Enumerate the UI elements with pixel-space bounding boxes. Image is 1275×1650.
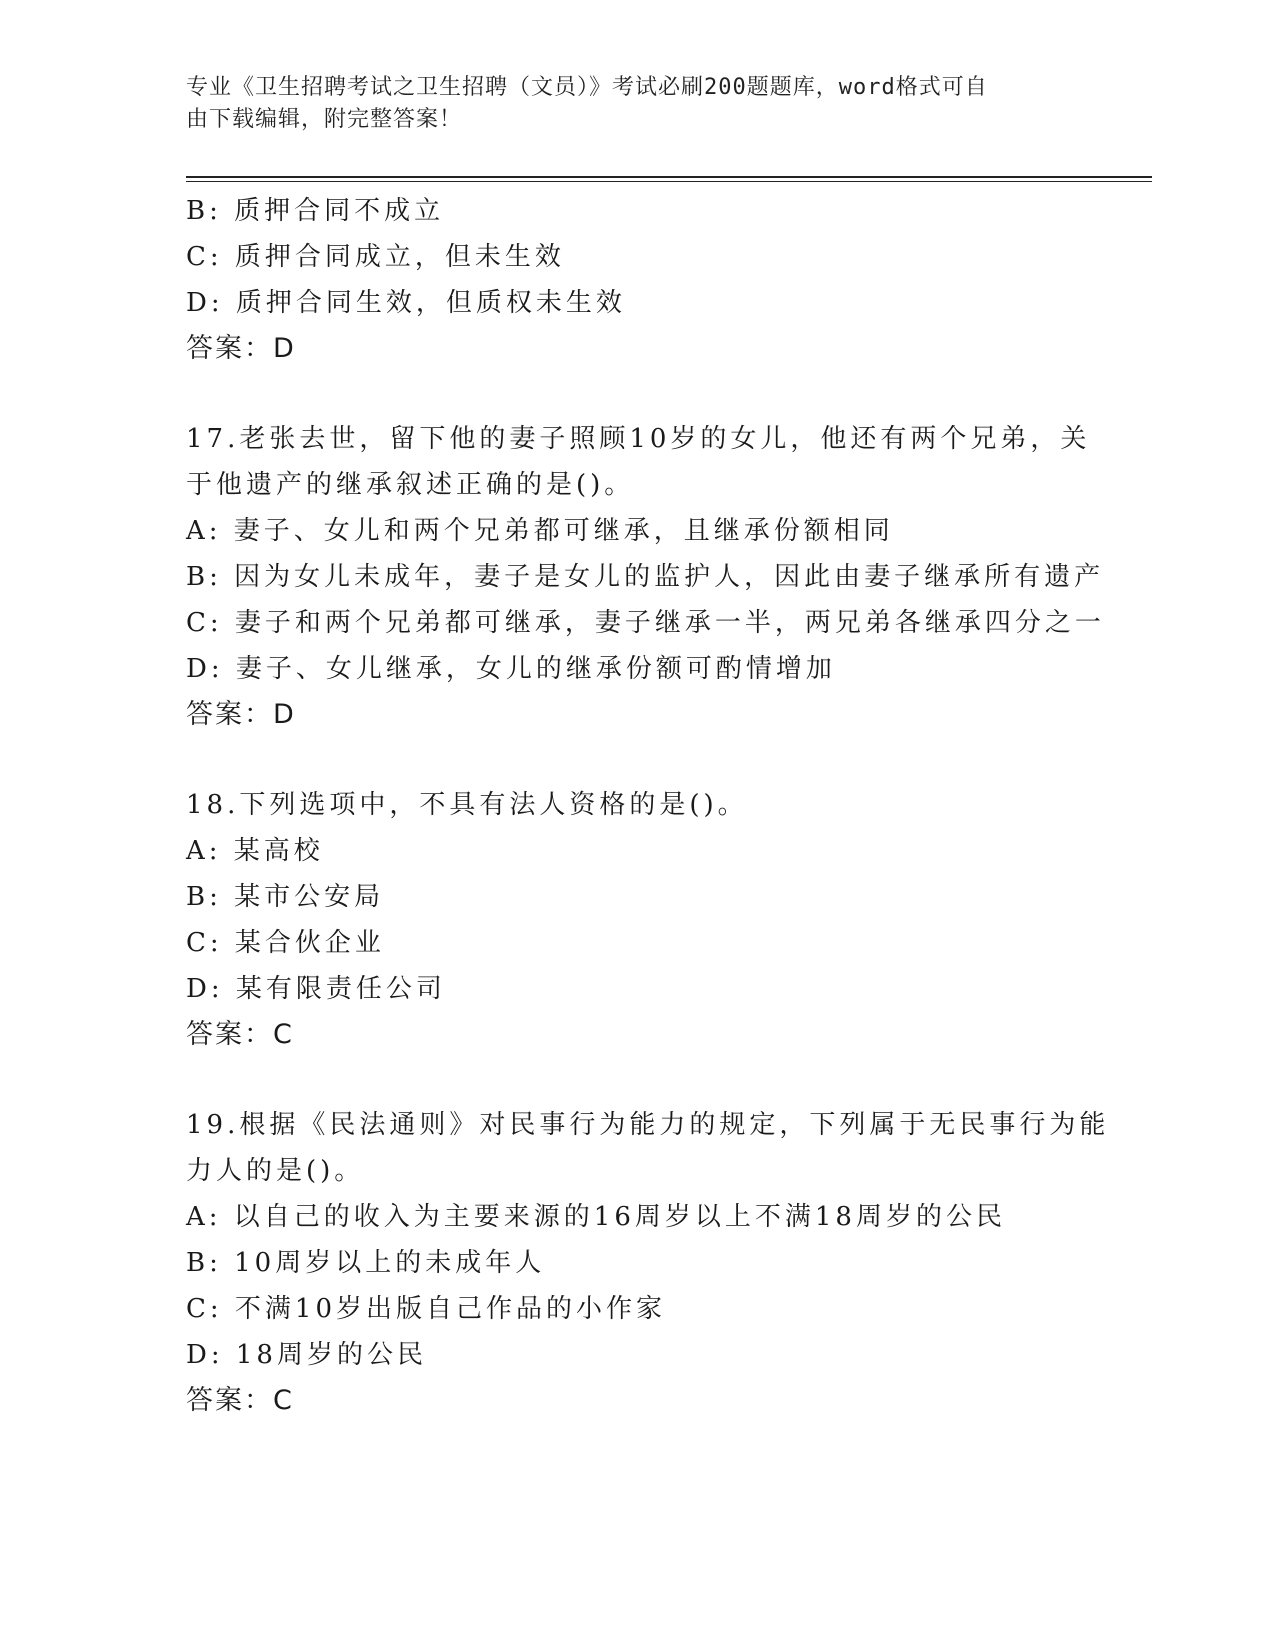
option-c: C: 不满10岁出版自己作品的小作家 (186, 1294, 667, 1324)
answer-line: 答案：C (186, 1385, 294, 1416)
option-b: B: 某市公安局 (186, 882, 385, 912)
question-stem: 于他遗产的继承叙述正确的是()。 (186, 470, 635, 500)
question-content (186, 188, 1110, 1424)
option-c: C: 质押合同成立，但未生效 (186, 242, 565, 272)
question-stem: 17.老张去世，留下他的妻子照顾10岁的女儿，他还有两个兄弟，关 (186, 424, 1091, 454)
answer-line: 答案：D (186, 333, 296, 364)
question-18 (186, 782, 1086, 1058)
option-a: A: 以自己的收入为主要来源的16周岁以上不满18周岁的公民 (186, 1202, 1006, 1232)
question-19 (186, 1102, 1110, 1424)
header-divider-thick (186, 176, 1152, 178)
option-b: B: 10周岁以上的未成年人 (186, 1248, 546, 1278)
option-d: D: 18周岁的公民 (186, 1340, 427, 1370)
option-d: D: 质押合同生效，但质权未生效 (186, 288, 626, 318)
option-c: C: 妻子和两个兄弟都可继承，妻子继承一半，两兄弟各继承四分之一 (186, 608, 1105, 638)
question-stem: 19.根据《民法通则》对民事行为能力的规定，下列属于无民事行为能 (186, 1110, 1110, 1140)
document-header (186, 72, 1066, 136)
question-stem: 力人的是()。 (186, 1156, 365, 1186)
question-stem: 18.下列选项中，不具有法人资格的是()。 (186, 790, 748, 820)
question-16-continued (186, 188, 1086, 372)
header-line-1: 专业《卫生招聘考试之卫生招聘（文员）》考试必刷200题题库，word格式可自 (186, 75, 988, 100)
answer-line: 答案：D (186, 699, 296, 730)
option-d: D: 某有限责任公司 (186, 974, 446, 1004)
question-17 (186, 416, 1105, 738)
option-c: C: 某合伙企业 (186, 928, 385, 958)
option-b: B: 因为女儿未成年，妻子是女儿的监护人，因此由妻子继承所有遗产 (186, 562, 1105, 592)
answer-line: 答案：C (186, 1019, 294, 1050)
option-d: D: 妻子、女儿继承，女儿的继承份额可酌情增加 (186, 654, 836, 684)
option-a: A: 某高校 (186, 836, 324, 866)
option-a: A: 妻子、女儿和两个兄弟都可继承，且继承份额相同 (186, 516, 894, 546)
header-line-2: 由下载编辑，附完整答案！ (186, 107, 463, 132)
option-b: B: 质押合同不成立 (186, 196, 445, 226)
header-divider-thin (186, 181, 1152, 182)
